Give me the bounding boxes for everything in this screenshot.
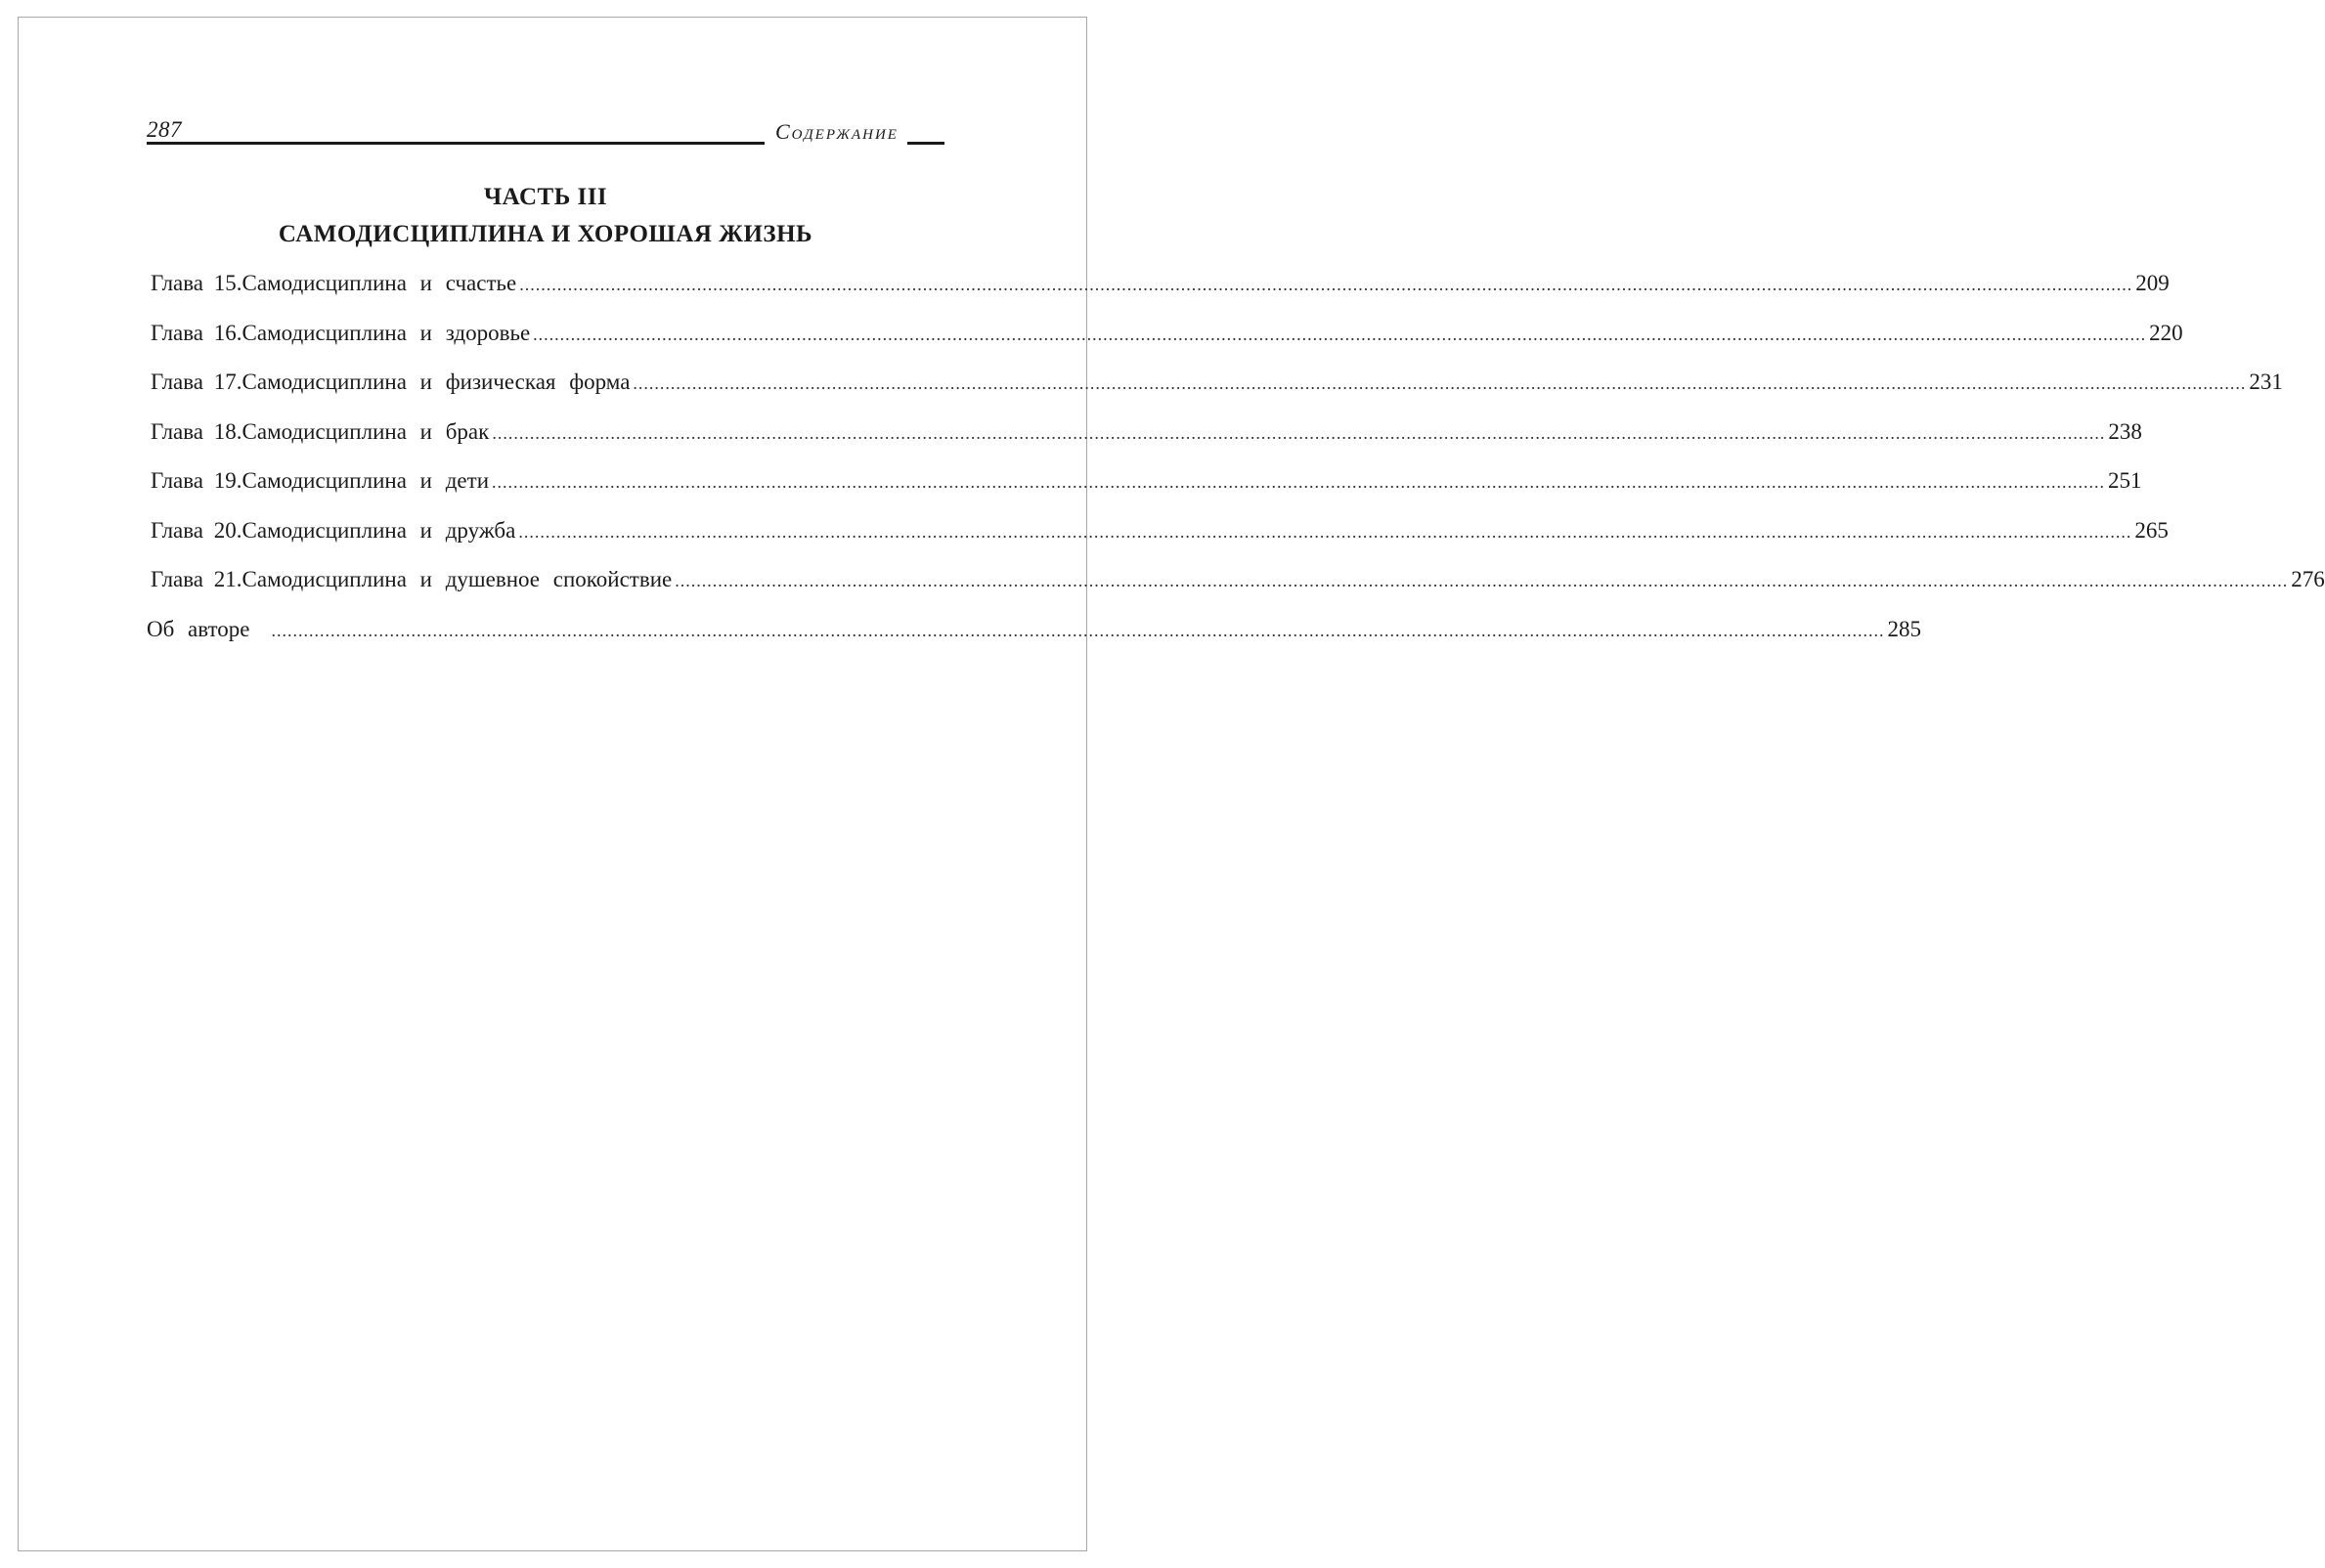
toc-entry-title: Самодисциплина и душевное спокойствие: [241, 567, 673, 591]
toc-entry-chapter-19[interactable]: [147, 468, 2142, 518]
running-header: [147, 115, 944, 147]
toc-entry-title: Самодисциплина и здоровье: [241, 320, 531, 345]
toc-entry-page: 276: [2291, 567, 2325, 591]
toc-entry-title: Самодисциплина и дети: [241, 468, 489, 493]
toc-entry-label: Глава 17.: [151, 370, 242, 394]
toc-entry-page: 209: [2135, 271, 2170, 295]
toc-entry-about-author[interactable]: [147, 616, 1922, 667]
toc-entry-label: Глава 16.: [151, 320, 242, 345]
toc-entry-label: Глава 18.: [151, 418, 242, 444]
dot-leader: ............................................................................................................................................................................................................................................................................................................: [492, 472, 2105, 492]
toc-entry-chapter-21[interactable]: [147, 567, 2325, 617]
table-of-contents: [147, 271, 2325, 666]
toc-entry-label: Глава 15.: [151, 271, 242, 295]
toc-entry-label: Глава 21.: [151, 567, 242, 591]
dot-leader: ............................................................................................................................................................................................................................................................................................................: [518, 521, 2132, 542]
toc-entry-chapter-17[interactable]: [147, 370, 2283, 419]
toc-entry-page: 238: [2108, 418, 2142, 444]
toc-entry-title: Самодисциплина и брак: [241, 418, 490, 444]
dot-leader: ............................................................................................................................................................................................................................................................................................................: [271, 620, 1885, 640]
toc-entry-page: 251: [2108, 468, 2142, 493]
toc-entry-chapter-20[interactable]: [147, 517, 2169, 568]
header-rule-left: [147, 142, 765, 145]
toc-entry-title: Самодисциплина и счастье: [241, 271, 517, 295]
dot-leader: ............................................................................................................................................................................................................................................................................................................: [633, 373, 2247, 393]
toc-entry-page: 231: [2249, 370, 2283, 394]
part-title: САМОДИСЦИПЛИНА И ХОРОШАЯ ЖИЗНЬ: [278, 221, 813, 247]
toc-entry-page: 265: [2134, 517, 2169, 543]
dot-leader: ............................................................................................................................................................................................................................................................................................................: [675, 571, 2289, 590]
toc-entry-title: Об авторе: [147, 616, 250, 641]
dot-leader: ............................................................................................................................................................................................................................................................................................................: [519, 275, 2133, 294]
toc-entry-chapter-18[interactable]: [147, 418, 2142, 469]
running-title: Содержание: [775, 119, 899, 144]
toc-entry-title: Самодисциплина и физическая форма: [241, 370, 631, 394]
toc-entry-page: 285: [1887, 616, 1922, 641]
dot-leader: ............................................................................................................................................................................................................................................................................................................: [492, 422, 2106, 443]
toc-entry-label: Глава 19.: [151, 468, 242, 493]
toc-entry-label: Глава 20.: [151, 517, 242, 543]
toc-entry-page: 220: [2149, 320, 2183, 345]
header-rule-right: [907, 142, 944, 145]
toc-entry-chapter-15[interactable]: [147, 271, 2170, 321]
toc-entry-chapter-16[interactable]: [147, 320, 2183, 370]
toc-entry-title: Самодисциплина и дружба: [241, 517, 516, 543]
page-number: 287: [147, 117, 182, 142]
part-number: ЧАСТЬ III: [483, 184, 608, 210]
dot-leader: ............................................................................................................................................................................................................................................................................................................: [533, 324, 2147, 344]
